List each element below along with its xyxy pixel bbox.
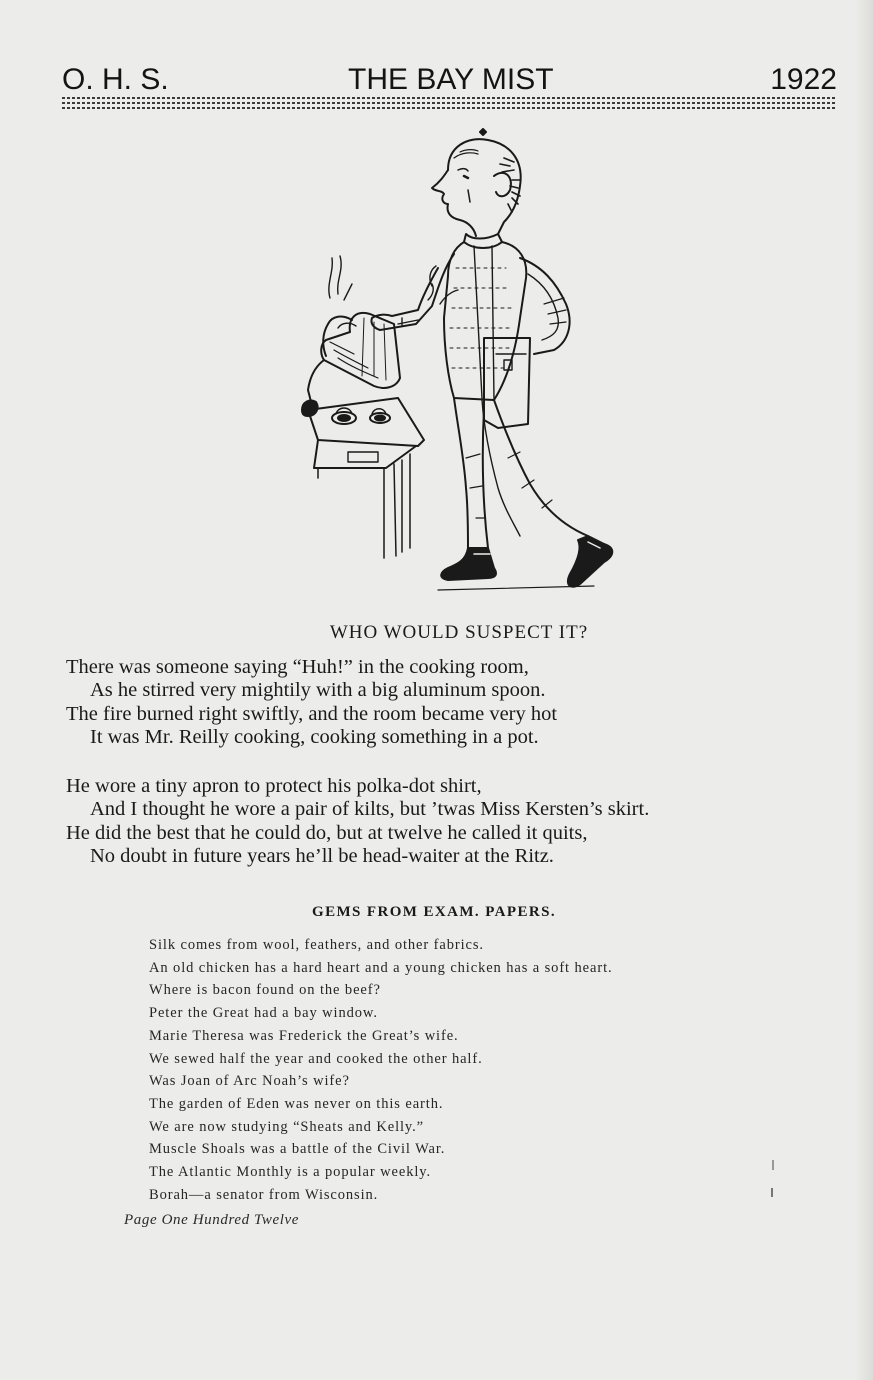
gem-item: The Atlantic Monthly is a popular weekly.	[149, 1164, 432, 1181]
poem-line: There was someone saying “Huh!” in the cooking room,	[66, 656, 529, 678]
page-number-label: Page One Hundred Twelve	[124, 1212, 300, 1228]
page-header	[62, 62, 837, 102]
poem-line: He did the best that he could do, but at twelve he called it quits,	[66, 821, 588, 844]
poem-line: And I thought he wore a pair of kilts, but ’twas Miss Kersten’s skirt.	[90, 798, 650, 821]
poem-line: As he stirred very mightily with a big aluminum spoon.	[90, 679, 546, 702]
header-year: 1922	[770, 63, 837, 96]
print-speck	[772, 1160, 774, 1170]
poem-line: No doubt in future years he’ll be head-waiter at the Ritz.	[90, 845, 554, 868]
gem-item: Peter the Great had a bay window.	[149, 1005, 378, 1022]
gem-item: Silk comes from wool, feathers, and other fabrics.	[149, 937, 484, 953]
gem-item: An old chicken has a hard heart and a young chicken has a soft heart.	[149, 959, 613, 976]
poem-line: It was Mr. Reilly cooking, cooking something in a pot.	[90, 725, 539, 748]
header-school: O. H. S.	[62, 63, 169, 96]
poem-line: The fire burned right swiftly, and the room became very hot	[66, 702, 558, 725]
header-dotted-rule	[62, 97, 837, 109]
page-edge-shadow	[855, 0, 873, 1380]
gem-item: Borah—a senator from Wisconsin.	[149, 1186, 379, 1203]
gem-item: Was Joan of Arc Noah’s wife?	[149, 1073, 350, 1090]
poem-title: WHO WOULD SUSPECT IT?	[329, 622, 589, 643]
gem-item: We sewed half the year and cooked the other half.	[149, 1050, 483, 1067]
gems-list	[149, 934, 809, 1206]
stanza-gap	[66, 749, 846, 775]
header-publication-title: THE BAY MIST	[348, 63, 554, 96]
gems-section-title: GEMS FROM EXAM. PAPERS.	[312, 904, 556, 920]
man-pouring-coffee-pot-sketch-icon	[298, 128, 628, 598]
gem-item: We are now studying “Sheats and Kelly.”	[149, 1118, 424, 1135]
gem-item: Where is bacon found on the beef?	[149, 982, 381, 999]
gem-item: The garden of Eden was never on this earth.	[149, 1095, 444, 1112]
poem-body	[66, 656, 846, 868]
gem-item: Muscle Shoals was a battle of the Civil War.	[149, 1141, 446, 1158]
poem-line: He wore a tiny apron to protect his polka-dot shirt,	[66, 775, 482, 798]
print-speck	[771, 1188, 773, 1197]
gem-item: Marie Theresa was Frederick the Great’s wife.	[149, 1027, 459, 1044]
